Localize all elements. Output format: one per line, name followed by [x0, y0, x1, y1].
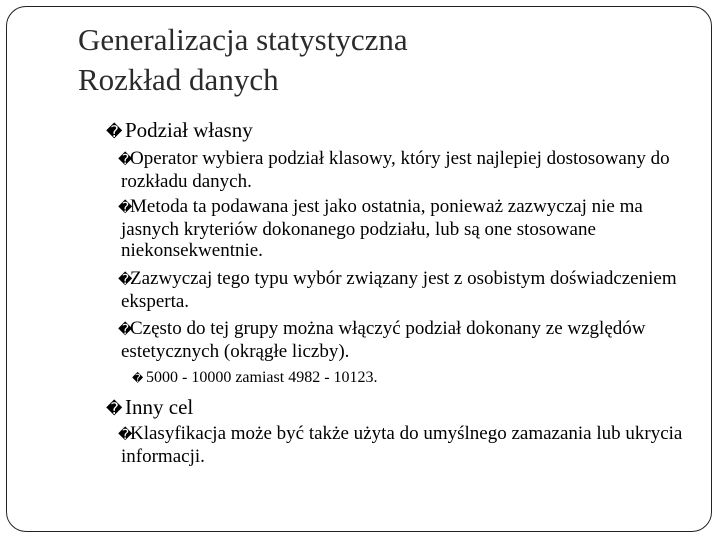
title-line-1: Generalizacja statystyczna — [78, 22, 408, 57]
sub-list-item — [132, 369, 378, 388]
bullet-icon: � — [106, 122, 123, 141]
list-item — [118, 318, 691, 362]
bullet-icon: � — [118, 272, 133, 288]
section-heading-inny-cel — [106, 395, 193, 421]
list-item-text: Często do tej grupy można włączyć podział dokonany ze względów estetycznych (okrągłe liczby). — [121, 318, 646, 362]
bullet-icon: � — [118, 152, 133, 168]
list-item-text: Zazwyczaj tego typu wybór związany jest z osobistym doświadczeniem eksperta. — [121, 268, 677, 312]
title-line-2: Rozkład danych — [78, 62, 279, 97]
list-item — [118, 268, 691, 312]
sub-list-item-text: 5000 - 10000 zamiast 4982 - 10123. — [146, 369, 378, 386]
list-item-text: Metoda ta podawana jest jako ostatnia, ponieważ zazwyczaj nie ma jasnych kryteriów dokonanego podziału, lub są one stosowane niekonsekwentnie. — [121, 196, 643, 261]
section-heading-text: Inny cel — [125, 395, 194, 419]
section-heading-podzial-wlasny — [106, 118, 253, 144]
list-item — [118, 148, 691, 192]
list-item — [118, 196, 691, 261]
list-item-text: Operator wybiera podział klasowy, który jest najlepiej dostosowany do rozkładu danych. — [121, 148, 670, 192]
bullet-icon: � — [132, 372, 144, 385]
bullet-icon: � — [118, 322, 133, 338]
bullet-icon: � — [106, 399, 123, 418]
list-item — [118, 423, 691, 467]
list-item-text: Klasyfikacja może być także użyta do umyślnego zamazania lub ukrycia informacji. — [121, 423, 683, 467]
section-heading-text: Podział własny — [125, 118, 253, 142]
bullet-icon: � — [118, 427, 133, 443]
bullet-icon: � — [118, 200, 133, 216]
